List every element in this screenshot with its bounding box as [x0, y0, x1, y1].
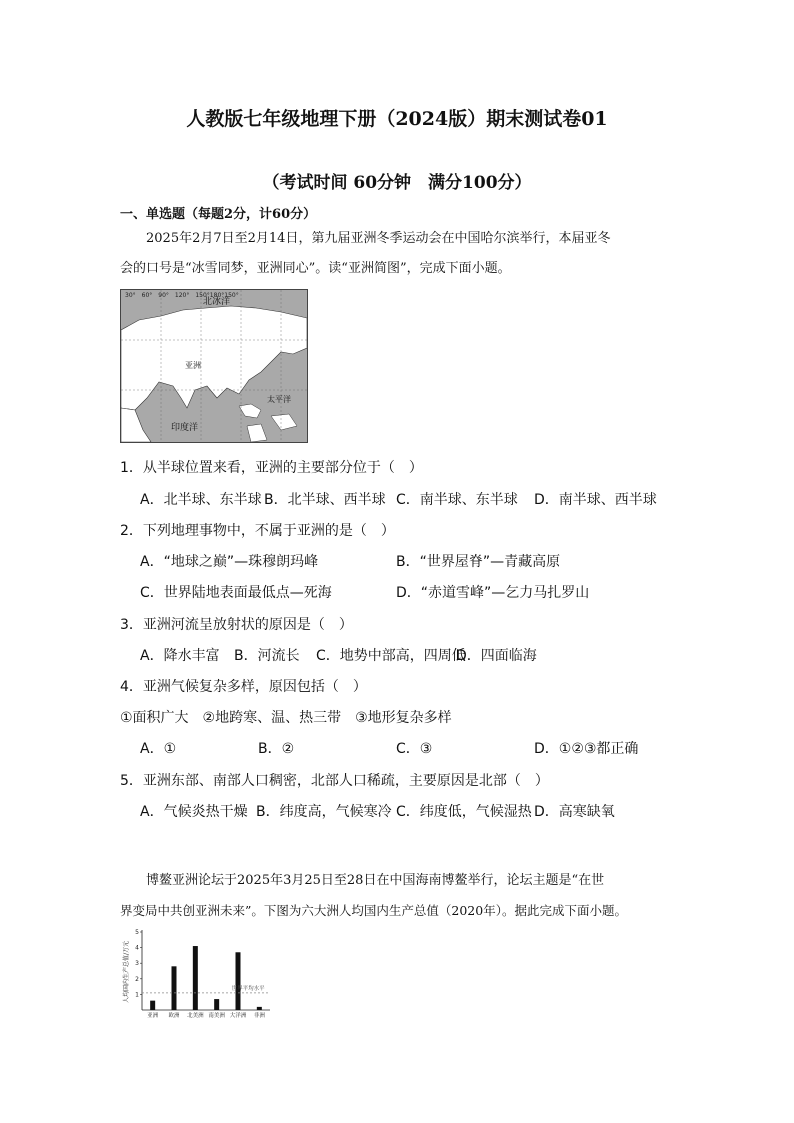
- q4-option-a[interactable]: A．①: [140, 741, 177, 757]
- page-subtitle: （考试时间 60分钟 满分100分）: [262, 173, 532, 193]
- q1-option-a[interactable]: A．北半球、东半球: [140, 492, 262, 508]
- q3-option-d[interactable]: D．四面临海: [456, 648, 537, 664]
- q5-option-b[interactable]: B．纬度高，气候寒冷: [256, 804, 392, 820]
- chart-bar: [236, 952, 241, 1010]
- question-5: 5．亚洲东部、南部人口稠密，北部人口稀疏，主要原因是北部（ ）: [120, 773, 549, 789]
- asia-map: [120, 289, 308, 443]
- q3-option-a[interactable]: A．降水丰富: [140, 648, 220, 664]
- q4-option-b[interactable]: B．②: [258, 741, 295, 757]
- section-heading: 一、单选题（每题2分，计60分）: [120, 207, 317, 222]
- question-3: 3．亚洲河流呈放射状的原因是（ ）: [120, 617, 353, 633]
- q5-option-c[interactable]: C．纬度低，气候湿热: [396, 804, 532, 820]
- chart-bar: [257, 1007, 262, 1010]
- chart-bar: [150, 1001, 155, 1010]
- question-4: 4．亚洲气候复杂多样，原因包括（ ）: [120, 679, 367, 695]
- q2-option-b[interactable]: B．“世界屋脊”—青藏高原: [396, 554, 561, 570]
- gdp-chart: [120, 926, 320, 1018]
- q1-option-c[interactable]: C．南半球、东半球: [396, 492, 518, 508]
- chart-xtick-label: 大洋洲: [229, 1013, 247, 1018]
- intro-line: 2025年2月7日至2月14日，第九届亚洲冬季运动会在中国哈尔滨举行，本届亚冬: [146, 231, 611, 246]
- q1-option-b[interactable]: B．北半球、西半球: [264, 492, 386, 508]
- page-title: 人教版七年级地理下册（2024版）期末测试卷01: [186, 108, 608, 130]
- intro-line: 会的口号是“冰雪同梦，亚洲同心”。读“亚洲简图”，完成下面小题。: [120, 261, 511, 276]
- chart-ytick-label: 3: [135, 960, 139, 968]
- q5-option-a[interactable]: A．气候炎热干燥: [140, 804, 248, 820]
- map-label-arctic: 北冰洋: [203, 297, 231, 307]
- chart-bar: [193, 946, 198, 1010]
- chart-ytick-label: 2: [135, 975, 139, 983]
- q5-option-d[interactable]: D．高寒缺氧: [534, 804, 615, 820]
- chart-xtick-label: 非洲: [253, 1013, 265, 1018]
- chart-bar: [172, 966, 177, 1010]
- map-label-pacific: 太平洋: [267, 395, 291, 404]
- q4-statements: ①面积广大 ②地跨寒、温、热三带 ③地形复杂多样: [120, 710, 452, 726]
- q4-option-d[interactable]: D．①②③都正确: [534, 741, 639, 757]
- chart-bar: [214, 999, 219, 1010]
- chart-reference-label: 世界平均水平: [231, 985, 265, 992]
- chart-ytick-label: 5: [135, 929, 139, 936]
- chart-ytick-label: 4: [135, 944, 139, 952]
- q4-option-c[interactable]: C．③: [396, 741, 433, 757]
- q2-option-c[interactable]: C．世界陆地表面最低点—死海: [140, 585, 332, 601]
- intro2-line: 博鳌亚洲论坛于2025年3月25日至28日在中国海南博鳌举行，论坛主题是“在世: [146, 873, 605, 888]
- q1-option-d[interactable]: D．南半球、西半球: [534, 492, 657, 508]
- chart-ytick-label: 1: [135, 991, 139, 999]
- map-degrees: 30° 60° 90° 120° 150°180°150°: [125, 292, 239, 299]
- chart-xtick-label: 北美洲: [187, 1013, 204, 1018]
- q2-option-d[interactable]: D．“赤道雪峰”—乞力马扎罗山: [396, 585, 590, 601]
- chart-ylabel: 人均国内生产总值/万元: [123, 940, 130, 1004]
- q2-option-a[interactable]: A．“地球之巅”—珠穆朗玛峰: [140, 554, 319, 570]
- question-1: 1．从半球位置来看，亚洲的主要部分位于（ ）: [120, 460, 423, 476]
- q3-option-b[interactable]: B．河流长: [234, 648, 300, 664]
- q3-option-c[interactable]: C．地势中部高，四周低: [316, 648, 466, 664]
- chart-xtick-label: 南美洲: [208, 1013, 225, 1018]
- chart-xtick-label: 亚洲: [147, 1013, 159, 1018]
- intro2-line: 界变局中共创亚洲未来”。下图为六大洲人均国内生产总值（2020年）。据此完成下面小题。: [120, 903, 627, 918]
- chart-xtick-label: 欧洲: [168, 1013, 180, 1018]
- map-label-asia: 亚洲: [185, 361, 201, 370]
- question-2: 2．下列地理事物中，不属于亚洲的是（ ）: [120, 523, 395, 539]
- map-label-indian: 印度洋: [171, 423, 199, 433]
